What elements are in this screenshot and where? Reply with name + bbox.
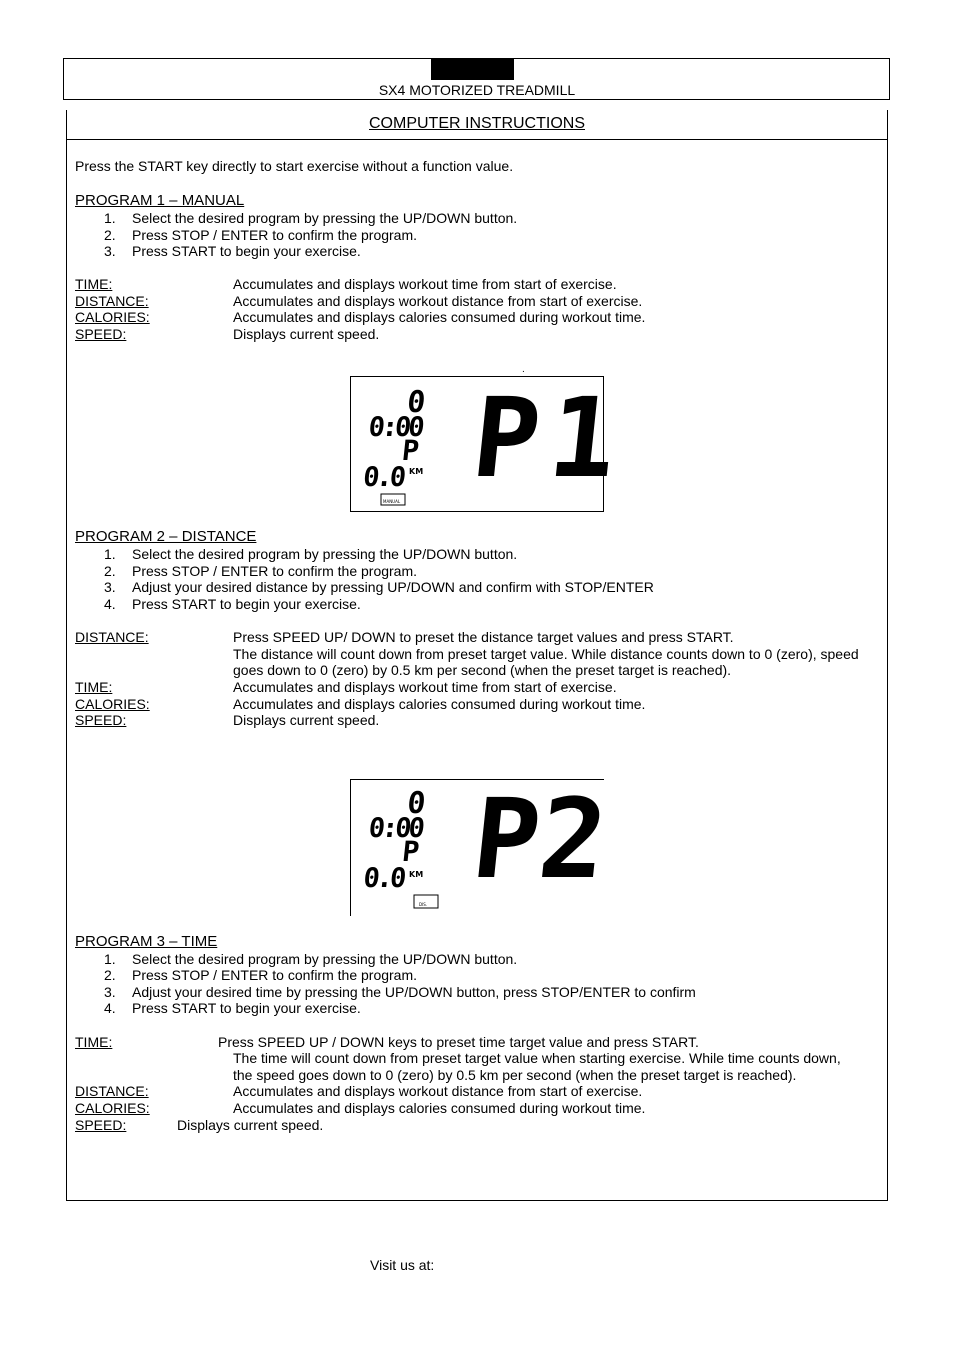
program2-step: Select the desired program by pressing the UP/DOWN button. (132, 546, 518, 562)
step-number: 4. (104, 1000, 116, 1016)
field-text: Accumulates and displays calories consumed during workout time. (233, 1100, 646, 1116)
field-label-time: TIME: (75, 276, 113, 292)
field-label-time: TIME: (75, 679, 113, 695)
lcd-speed: 0.0 (361, 863, 405, 894)
distance-desc-line: The distance will count down from preset target value. While distance counts down to 0 (zero), speed (233, 646, 859, 662)
program1-heading: PROGRAM 1 – MANUAL (75, 192, 245, 209)
field-label-speed: SPEED: (75, 326, 127, 342)
program3-step: Adjust your desired time by pressing the UP/DOWN button, press STOP/ENTER to confirm (132, 984, 696, 1000)
lcd-display-p2 (350, 776, 613, 916)
lcd-top-value: 0 (405, 786, 428, 821)
step-number: 3. (104, 243, 116, 259)
field-label-distance: DISTANCE: (75, 629, 149, 645)
field-label-distance: DISTANCE: (75, 293, 149, 309)
lcd-display-p1 (350, 375, 633, 512)
distance-desc-line: goes down to 0 (zero) by 0.5 km per second (when the preset target is reached). (233, 662, 732, 678)
step-number: 2. (104, 563, 116, 579)
field-label-speed: SPEED: (75, 1117, 127, 1133)
lcd-p: P (400, 434, 421, 467)
title-divider (66, 139, 888, 140)
lcd-speed: 0.0 (361, 462, 405, 493)
time-desc-line: Press SPEED UP / DOWN keys to preset time target value and press START. (218, 1034, 699, 1050)
lcd-unit: KM (409, 467, 424, 476)
lcd-program-code: P1 (466, 375, 633, 503)
lcd-icon-label: MANUAL (383, 499, 401, 504)
lcd-p: P (400, 835, 421, 868)
program2-step: Press STOP / ENTER to confirm the program. (132, 563, 418, 579)
stray-dot: . (522, 364, 525, 375)
program3-step: Press STOP / ENTER to confirm the program. (132, 967, 418, 983)
field-label-calories: CALORIES: (75, 309, 150, 325)
program1-step: Select the desired program by pressing the UP/DOWN button. (132, 210, 518, 226)
intro-text: Press the START key directly to start exercise without a function value. (75, 158, 514, 174)
header-logo-block (431, 59, 514, 80)
time-desc-line: The time will count down from preset target value when starting exercise. While time counts down, (233, 1050, 841, 1066)
step-number: 4. (104, 596, 116, 612)
lcd-icon-label: DIS. (419, 902, 428, 907)
lcd-top-value: 0 (405, 385, 428, 420)
field-label-time: TIME: (75, 1034, 113, 1050)
field-text: Displays current speed. (233, 326, 380, 342)
field-label-speed: SPEED: (75, 712, 127, 728)
program3-step: Press START to begin your exercise. (132, 1000, 361, 1016)
program2-step: Adjust your desired distance by pressing UP/DOWN and confirm with STOP/ENTER (132, 579, 654, 595)
time-desc-line: the speed goes down to 0 (zero) by 0.5 km per second (when the preset target is reached). (233, 1067, 797, 1083)
footer-visit: Visit us at: (370, 1257, 435, 1273)
field-text: Displays current speed. (177, 1117, 324, 1133)
document-title: SX4 MOTORIZED TREADMILL (378, 82, 576, 98)
field-text: Accumulates and displays calories consumed during workout time. (233, 309, 646, 325)
field-label-calories: CALORIES: (75, 696, 150, 712)
section-title: COMPUTER INSTRUCTIONS (369, 115, 585, 132)
field-text: Accumulates and displays workout distance from start of exercise. (233, 293, 643, 309)
program1-step: Press STOP / ENTER to confirm the program. (132, 227, 418, 243)
field-text: Accumulates and displays calories consumed during workout time. (233, 696, 646, 712)
program1-step: Press START to begin your exercise. (132, 243, 361, 259)
field-text: Accumulates and displays workout time from start of exercise. (233, 276, 617, 292)
field-label-calories: CALORIES: (75, 1100, 150, 1116)
step-number: 2. (104, 227, 116, 243)
step-number: 1. (104, 951, 116, 967)
field-label-distance: DISTANCE: (75, 1083, 149, 1099)
program3-heading: PROGRAM 3 – TIME (75, 933, 218, 950)
lcd-time: 0:00 (367, 813, 424, 844)
step-number: 1. (104, 210, 116, 226)
lcd-program-code: P2 (466, 776, 613, 904)
step-number: 1. (104, 546, 116, 562)
step-number: 2. (104, 967, 116, 983)
field-text: Accumulates and displays workout time from start of exercise. (233, 679, 617, 695)
field-text: Accumulates and displays workout distance from start of exercise. (233, 1083, 643, 1099)
lcd-time: 0:00 (366, 412, 424, 443)
lcd-unit: KM (409, 870, 424, 879)
program2-step: Press START to begin your exercise. (132, 596, 361, 612)
step-number: 3. (104, 984, 116, 1000)
program2-heading: PROGRAM 2 – DISTANCE (75, 528, 257, 545)
distance-desc-line: Press SPEED UP/ DOWN to preset the distance target values and press START. (233, 629, 734, 645)
field-text: Displays current speed. (233, 712, 380, 728)
program3-step: Select the desired program by pressing the UP/DOWN button. (132, 951, 518, 967)
step-number: 3. (104, 579, 116, 595)
